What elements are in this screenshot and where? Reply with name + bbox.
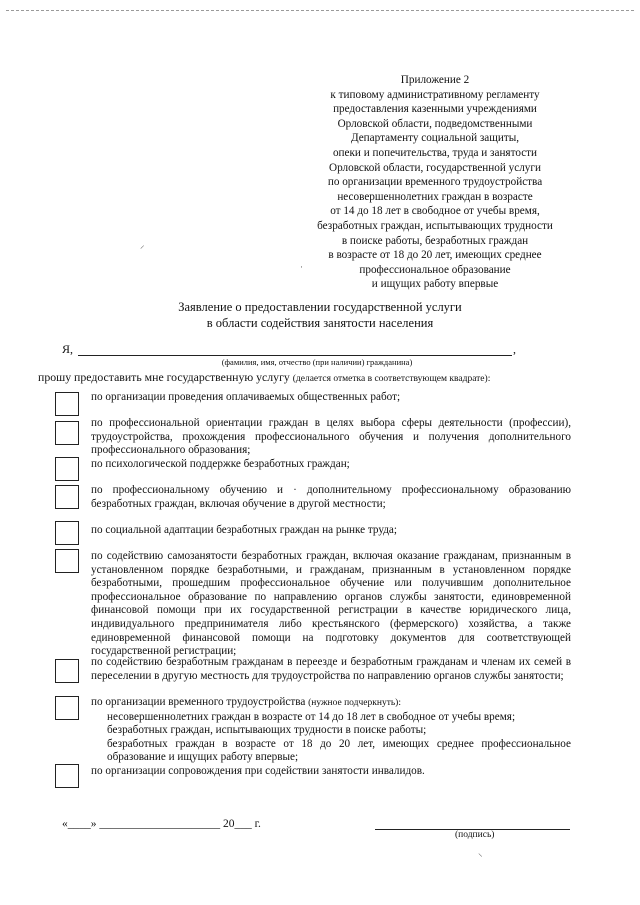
title-line: в области содействия занятости населения: [206, 315, 434, 330]
appendix-header: [270, 73, 600, 292]
appendix-line: и ищущих работу впервые: [371, 278, 499, 291]
option-text: по профессиональному обучению и · дополнительному профессиональному образованию безработных граждан, включая обучение в другой местности;: [91, 484, 571, 510]
appendix-line: опеки и попечительства, труда и занятости: [332, 146, 538, 159]
appendix-line: безработных граждан, испытывающих трудности: [317, 219, 553, 232]
request-line: [38, 370, 490, 385]
option-text: по организации сопровождения при содействии занятости инвалидов.: [91, 765, 425, 777]
appendix-line: несовершеннолетних граждан в возрасте: [337, 190, 533, 203]
option-checkbox[interactable]: [55, 521, 79, 545]
option-text: по профессиональной ориентации граждан в целях выбора сферы деятельности (профессии), трудоустройства, прохождения профессионального обучения и получения дополнительного профессионального образования;: [91, 417, 571, 457]
option-text: по социальной адаптации безработных граждан на рынке труда;: [91, 524, 397, 536]
footer-date[interactable]: «____» _____________________ 20___ г.: [62, 818, 261, 830]
option-checkbox[interactable]: [55, 392, 79, 416]
scan-mark: ⸜: [478, 848, 483, 858]
appendix-line: предоставления казенными учреждениями: [333, 103, 537, 116]
title-line: Заявление о предоставлении государственной услуги: [178, 300, 462, 314]
option-checkbox[interactable]: [55, 457, 79, 481]
option-checkbox[interactable]: [55, 421, 79, 445]
appendix-line: профессиональное образование: [359, 263, 511, 276]
appendix-line: по организации временного трудоустройства: [327, 176, 543, 189]
appendix-line: к типовому административному регламенту: [330, 88, 540, 101]
temp-option-note: (нужное подчеркнуть):: [308, 698, 401, 708]
signature-label: (подпись): [455, 830, 495, 840]
temp-sub-option[interactable]: безработных граждан в возрасте от 18 до 20 лет, имеющих среднее профессиональное образование и ищущих работу впервые;: [107, 737, 571, 764]
appendix-line: в поиске работы, безработных граждан: [341, 234, 529, 247]
option-checkbox[interactable]: [55, 696, 79, 720]
temp-sub-option[interactable]: несовершеннолетних граждан в возрасте от 14 до 18 лет в свободное от учебы время;: [107, 710, 516, 723]
option-checkbox[interactable]: [55, 764, 79, 788]
appendix-line: Департаменту социальной защиты,: [350, 132, 520, 145]
temp-employment-option: [91, 696, 571, 765]
temp-sub-option[interactable]: безработных граждан, испытывающих трудности в поиске работы;: [107, 724, 427, 737]
scan-artifact-line: [6, 10, 634, 11]
request-text: прошу предоставить мне государственную услугу: [38, 370, 293, 384]
option-text: по содействию безработным гражданам в переезде и безработным гражданам и членам их семей в переселении в другую местность для трудоустройства по направлению органов службы занятости;: [91, 656, 571, 682]
appendix-line: Орловской области, государственной услуги: [329, 161, 541, 174]
name-hint: (фамилия, имя, отчество (при наличии) гражданина): [221, 357, 413, 367]
option-text: по психологической поддержке безработных граждан;: [91, 458, 350, 470]
option-checkbox[interactable]: [55, 659, 79, 683]
option-checkbox[interactable]: [55, 485, 79, 509]
appendix-line: в возрасте от 18 до 20 лет, имеющих среднее: [328, 249, 542, 262]
request-note: (делается отметка в соответствующем квадрате):: [292, 374, 491, 384]
name-underline: [78, 355, 512, 356]
scan-mark: ·: [300, 262, 303, 272]
applicant-comma: ,: [513, 342, 516, 356]
option-text: по содействию самозанятости безработных граждан, включая оказание гражданам, признанным в установленном порядке безработными, и гражданам, признанным в установленном порядке безработными, прошедшим профессиональное обучение или получившим дополнительное профессиональное образование по направлению органов службы занятости, единовременной финансовой помощи при их государственной регистрации в качестве юридического лица, индивидуального предпринимателя либо крестьянского (фермерского) хозяйства, а также единовременной финансовой помощи на подготовку документов для соответствующей государственной регистрации;: [91, 550, 571, 658]
applicant-label: Я,: [62, 342, 74, 356]
option-text: по организации проведения оплачиваемых общественных работ;: [91, 391, 401, 403]
document-title: [0, 300, 640, 331]
appendix-line: от 14 до 18 лет в свободное от учебы время,: [330, 205, 540, 218]
scan-mark: ⸝: [140, 240, 145, 250]
option-checkbox[interactable]: [55, 549, 79, 573]
temp-option-text: по организации временного трудоустройства: [91, 696, 309, 708]
appendix-line: Приложение 2: [400, 74, 470, 86]
appendix-line: Орловской области, подведомственными: [337, 117, 533, 130]
